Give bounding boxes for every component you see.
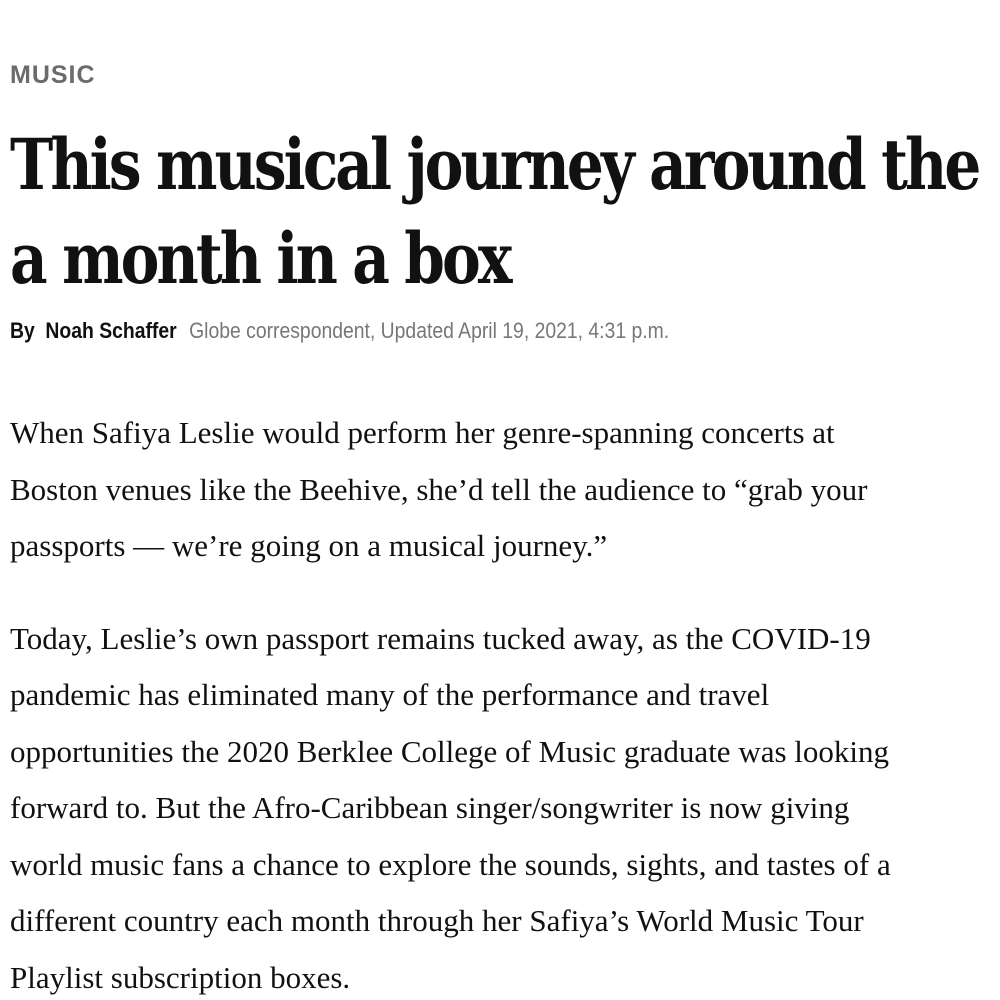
paragraph-line: When Safiya Leslie would perform her genre-spanning concerts at [10, 415, 835, 450]
paragraph-line: world music fans a chance to explore the sounds, sights, and tastes of a [10, 846, 891, 882]
headline-line: This musical journey around the [10, 123, 979, 206]
paragraph-line: Playlist subscription boxes. [10, 959, 351, 995]
byline-prefix: By [10, 318, 35, 343]
headline-line: a month in a box [10, 217, 510, 300]
article-body [10, 405, 1000, 1000]
article [10, 0, 1000, 1000]
paragraph-line: pandemic has eliminated many of the performance and travel [10, 677, 770, 712]
paragraph-line: forward to. But the Afro-Caribbean singer/songwriter is now giving [10, 790, 850, 825]
paragraph [10, 405, 1000, 575]
author-link[interactable]: Noah Schaffer [45, 318, 177, 343]
byline-meta: Globe correspondent, Updated April 19, 2021, 4:31 p.m. [189, 318, 670, 343]
paragraph-line: Today, Leslie’s own passport remains tucked away, as the COVID-19 [10, 620, 871, 656]
section-label[interactable]: MUSIC [10, 61, 96, 89]
paragraph-line: Boston venues like the Beehive, she’d tell the audience to “grab your [10, 471, 868, 507]
headline [10, 118, 1000, 306]
paragraph-line: different country each month through her Safiya’s World Music Tour [10, 903, 864, 938]
byline [10, 316, 669, 346]
paragraph-line: passports — we’re going on a musical journey.” [10, 528, 608, 563]
paragraph [10, 611, 1000, 1000]
paragraph-line: opportunities the 2020 Berklee College of Music graduate was looking [10, 733, 890, 769]
